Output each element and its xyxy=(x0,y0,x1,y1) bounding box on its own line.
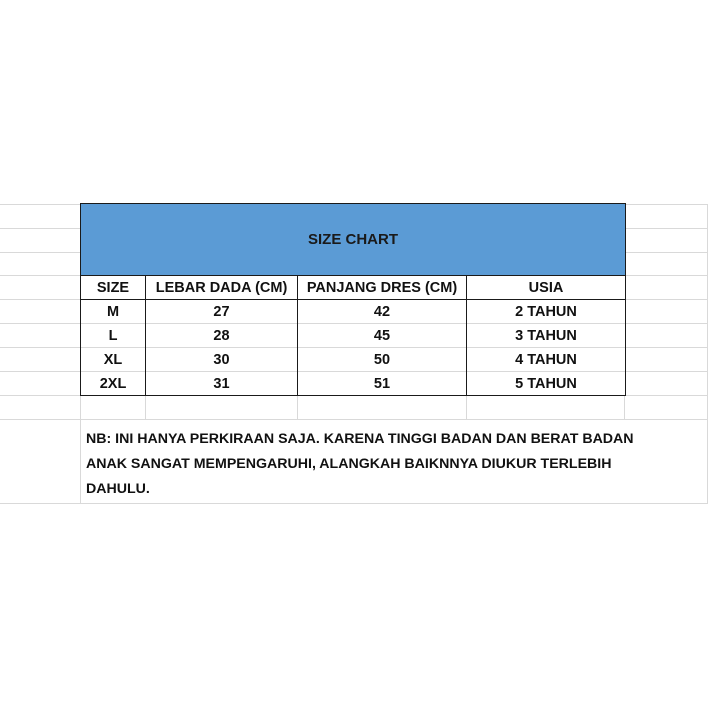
table-border xyxy=(625,203,626,396)
gridline xyxy=(466,395,467,419)
note-line: NB: INI HANYA PERKIRAAN SAJA. KARENA TINGGI BADAN DAN BERAT BADAN xyxy=(86,431,634,447)
table-border xyxy=(80,395,626,396)
gridline xyxy=(624,395,625,419)
table-cell-lebar-dada: 27 xyxy=(213,303,230,320)
table-cell-size: M xyxy=(106,303,120,320)
note-line: ANAK SANGAT MEMPENGARUHI, ALANGKAH BAIKNNYA DIUKUR TERLEBIH xyxy=(86,456,612,472)
gridline xyxy=(0,252,81,253)
table-cell-usia: 2 TAHUN xyxy=(515,303,577,320)
gridline xyxy=(0,419,708,420)
table-cell-lebar-dada: 28 xyxy=(213,327,230,344)
column-header-size: SIZE xyxy=(96,279,130,296)
column-header-panjang-dres: PANJANG DRES (CM) xyxy=(306,279,458,296)
table-cell-panjang-dres: 51 xyxy=(373,375,391,392)
note-text xyxy=(86,427,686,502)
table-cell-usia: 4 TAHUN xyxy=(515,351,577,368)
table-cell-lebar-dada: 30 xyxy=(213,351,230,368)
table-border xyxy=(80,203,626,204)
table-cell-size: 2XL xyxy=(99,375,127,392)
gridline xyxy=(0,228,81,229)
gridline xyxy=(297,395,298,419)
table-cell-size: XL xyxy=(103,351,123,368)
gridline xyxy=(625,228,708,229)
table-cell-panjang-dres: 45 xyxy=(373,327,391,344)
table-cell-panjang-dres: 42 xyxy=(373,303,391,320)
column-header-lebar-dada: LEBAR DADA (CM) xyxy=(155,279,288,296)
note-line: DAHULU. xyxy=(86,481,150,497)
column-header-usia: USIA xyxy=(528,279,564,296)
table-cell-lebar-dada: 31 xyxy=(213,375,230,392)
table-cell-size: L xyxy=(108,327,118,344)
table-cell-panjang-dres: 50 xyxy=(373,351,391,368)
gridline xyxy=(145,395,146,419)
table-cell-usia: 3 TAHUN xyxy=(515,327,577,344)
gridline xyxy=(0,503,708,504)
table-cell-usia: 5 TAHUN xyxy=(515,375,577,392)
gridline xyxy=(625,252,708,253)
size-chart-title: SIZE CHART xyxy=(308,231,398,248)
